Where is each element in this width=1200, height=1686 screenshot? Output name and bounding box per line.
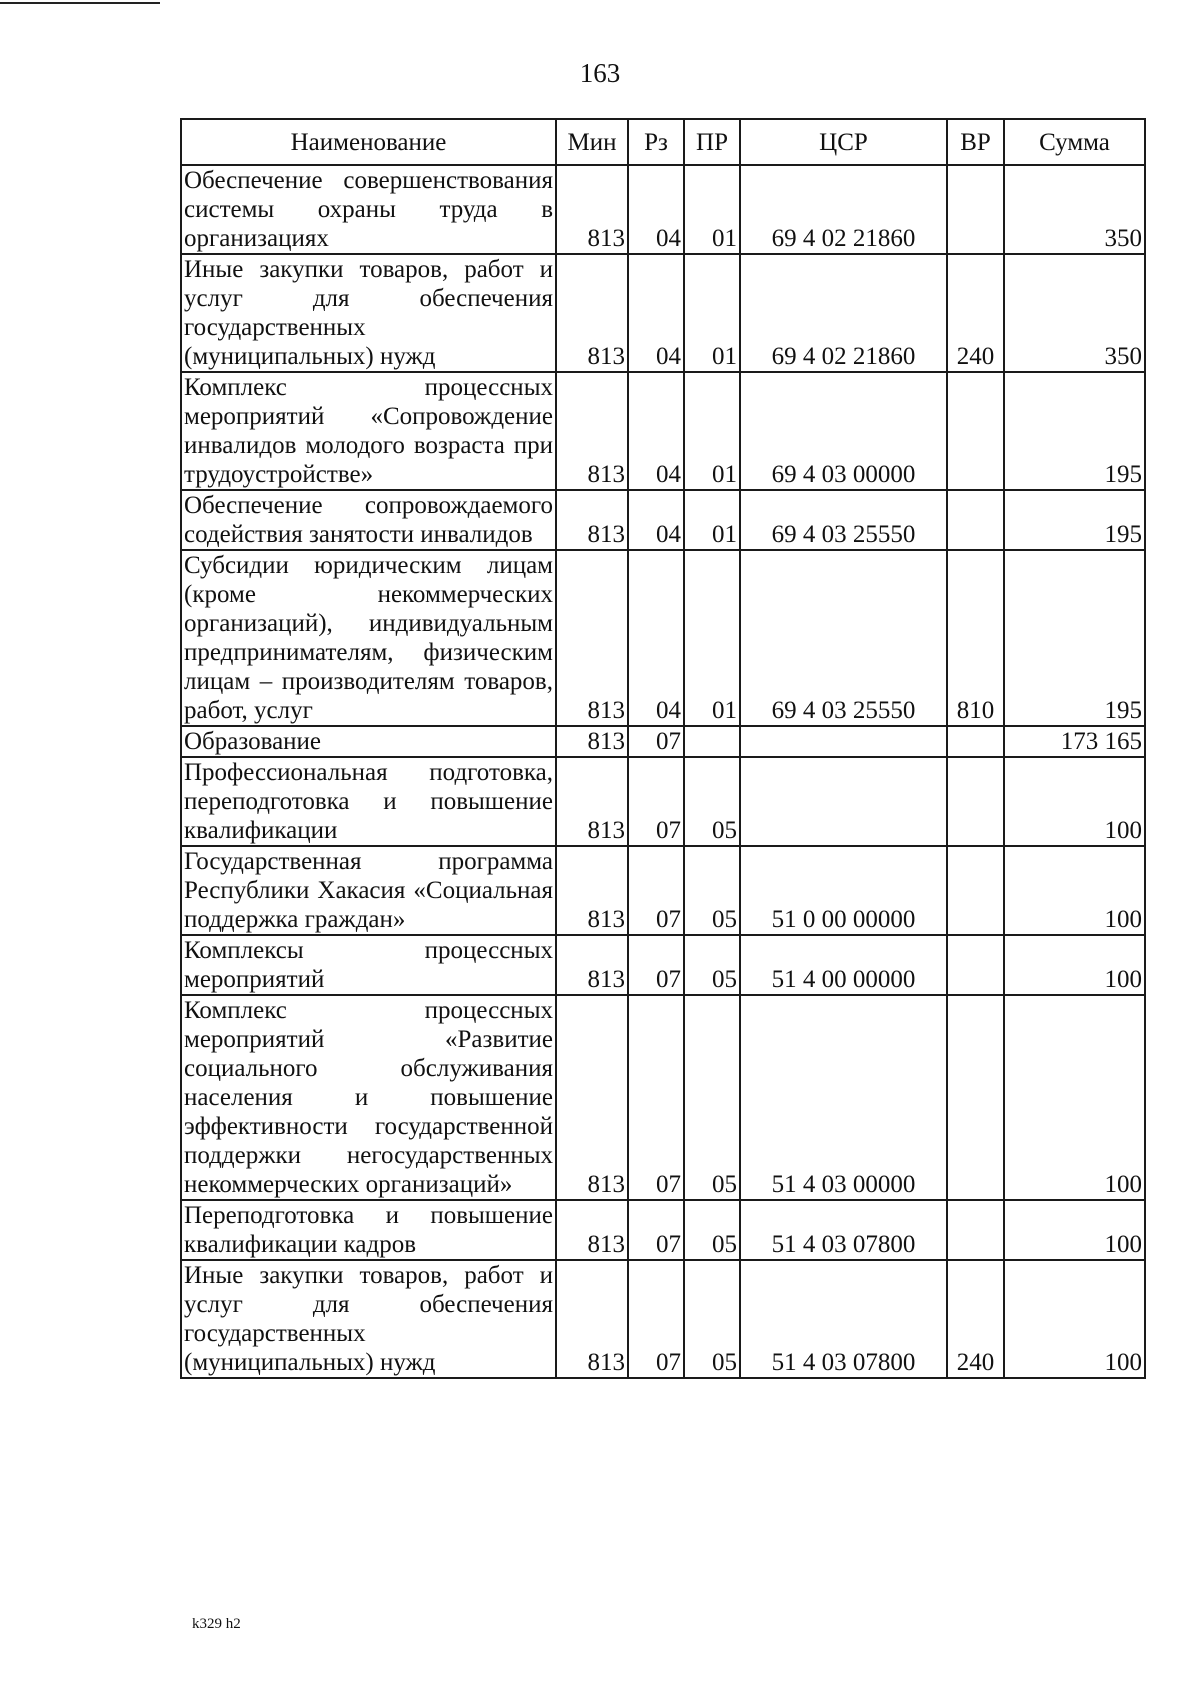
row-pr: 01	[684, 550, 740, 726]
row-rz: 07	[628, 846, 684, 935]
row-csr: 51 4 03 07800	[740, 1200, 947, 1260]
row-sum: 350	[1004, 165, 1145, 254]
row-rz: 07	[628, 726, 684, 757]
row-min: 813	[556, 1200, 628, 1260]
row-min: 813	[556, 165, 628, 254]
row-sum: 100	[1004, 935, 1145, 995]
row-pr: 05	[684, 935, 740, 995]
row-rz: 07	[628, 757, 684, 846]
row-vr	[947, 757, 1004, 846]
budget-table	[180, 118, 1146, 1379]
row-name: Переподготовка и повышение квалификации кадров	[181, 1200, 556, 1260]
row-pr: 01	[684, 490, 740, 550]
row-vr	[947, 490, 1004, 550]
header-name: Наименование	[181, 119, 556, 165]
row-sum: 195	[1004, 550, 1145, 726]
header-sum: Сумма	[1004, 119, 1145, 165]
row-csr	[740, 757, 947, 846]
row-min: 813	[556, 490, 628, 550]
row-csr: 51 4 03 07800	[740, 1260, 947, 1378]
table-row	[181, 757, 1145, 846]
row-vr	[947, 1200, 1004, 1260]
row-min: 813	[556, 550, 628, 726]
row-pr: 01	[684, 372, 740, 490]
row-vr	[947, 935, 1004, 995]
row-name: Комплексы процессных мероприятий	[181, 935, 556, 995]
row-pr: 01	[684, 254, 740, 372]
row-sum: 195	[1004, 490, 1145, 550]
row-csr: 51 4 00 00000	[740, 935, 947, 995]
header-min: Мин	[556, 119, 628, 165]
row-sum: 195	[1004, 372, 1145, 490]
row-min: 813	[556, 254, 628, 372]
row-rz: 07	[628, 1200, 684, 1260]
row-csr: 69 4 02 21860	[740, 165, 947, 254]
row-name: Обеспечение сопровождаемого содействия занятости инвалидов	[181, 490, 556, 550]
row-name: Образование	[181, 726, 556, 757]
row-sum: 350	[1004, 254, 1145, 372]
row-name: Комплекс процессных мероприятий «Развитие социального обслуживания населения и повышение эффективности государственной поддержки негосударственных некоммерческих организаций»	[181, 995, 556, 1200]
row-pr: 05	[684, 995, 740, 1200]
row-sum: 100	[1004, 1200, 1145, 1260]
row-pr: 05	[684, 846, 740, 935]
row-vr	[947, 726, 1004, 757]
scan-edge-line	[0, 2, 160, 4]
header-vr: ВР	[947, 119, 1004, 165]
table-row	[181, 372, 1145, 490]
row-name: Иные закупки товаров, работ и услуг для обеспечения государственных (муниципальных) нужд	[181, 1260, 556, 1378]
row-min: 813	[556, 846, 628, 935]
row-name: Обеспечение совершенствования системы охраны труда в организациях	[181, 165, 556, 254]
row-rz: 07	[628, 995, 684, 1200]
row-vr	[947, 846, 1004, 935]
row-pr: 05	[684, 1260, 740, 1378]
row-name: Государственная программа Республики Хакасия «Социальная поддержка граждан»	[181, 846, 556, 935]
table-row	[181, 995, 1145, 1200]
row-pr: 05	[684, 1200, 740, 1260]
row-sum: 100	[1004, 757, 1145, 846]
row-vr	[947, 372, 1004, 490]
row-min: 813	[556, 935, 628, 995]
row-sum: 100	[1004, 995, 1145, 1200]
row-csr: 69 4 02 21860	[740, 254, 947, 372]
row-csr: 51 4 03 00000	[740, 995, 947, 1200]
row-sum: 100	[1004, 846, 1145, 935]
row-pr: 05	[684, 757, 740, 846]
table-row	[181, 935, 1145, 995]
table-row	[181, 550, 1145, 726]
row-csr: 69 4 03 25550	[740, 550, 947, 726]
row-rz: 04	[628, 254, 684, 372]
row-vr: 810	[947, 550, 1004, 726]
row-csr: 69 4 03 25550	[740, 490, 947, 550]
row-min: 813	[556, 757, 628, 846]
row-min: 813	[556, 372, 628, 490]
table-row	[181, 165, 1145, 254]
row-rz: 07	[628, 1260, 684, 1378]
row-pr	[684, 726, 740, 757]
table-row	[181, 1260, 1145, 1378]
row-min: 813	[556, 1260, 628, 1378]
row-rz: 04	[628, 490, 684, 550]
row-sum: 100	[1004, 1260, 1145, 1378]
row-rz: 04	[628, 550, 684, 726]
table-row	[181, 490, 1145, 550]
row-name: Субсидии юридическим лицам (кроме некоммерческих организаций), индивидуальным предпринимателям, физическим лицам – производителям товаров, работ, услуг	[181, 550, 556, 726]
row-min: 813	[556, 726, 628, 757]
row-csr: 69 4 03 00000	[740, 372, 947, 490]
row-vr	[947, 995, 1004, 1200]
row-rz: 07	[628, 935, 684, 995]
row-rz: 04	[628, 165, 684, 254]
row-name: Комплекс процессных мероприятий «Сопровождение инвалидов молодого возраста при трудоустройстве»	[181, 372, 556, 490]
row-csr	[740, 726, 947, 757]
table-row	[181, 1200, 1145, 1260]
row-rz: 04	[628, 372, 684, 490]
row-sum: 173 165	[1004, 726, 1145, 757]
footer-code: k329 h2	[192, 1616, 241, 1632]
row-vr	[947, 165, 1004, 254]
row-pr: 01	[684, 165, 740, 254]
row-name: Иные закупки товаров, работ и услуг для обеспечения государственных (муниципальных) нужд	[181, 254, 556, 372]
table-row	[181, 254, 1145, 372]
table-row	[181, 726, 1145, 757]
header-rz: Рз	[628, 119, 684, 165]
row-name: Профессиональная подготовка, переподготовка и повышение квалификации	[181, 757, 556, 846]
table-header-row	[181, 119, 1145, 165]
table-row	[181, 846, 1145, 935]
row-vr: 240	[947, 1260, 1004, 1378]
row-vr: 240	[947, 254, 1004, 372]
header-csr: ЦСР	[740, 119, 947, 165]
row-csr: 51 0 00 00000	[740, 846, 947, 935]
page-number: 163	[579, 58, 621, 88]
header-pr: ПР	[684, 119, 740, 165]
row-min: 813	[556, 995, 628, 1200]
